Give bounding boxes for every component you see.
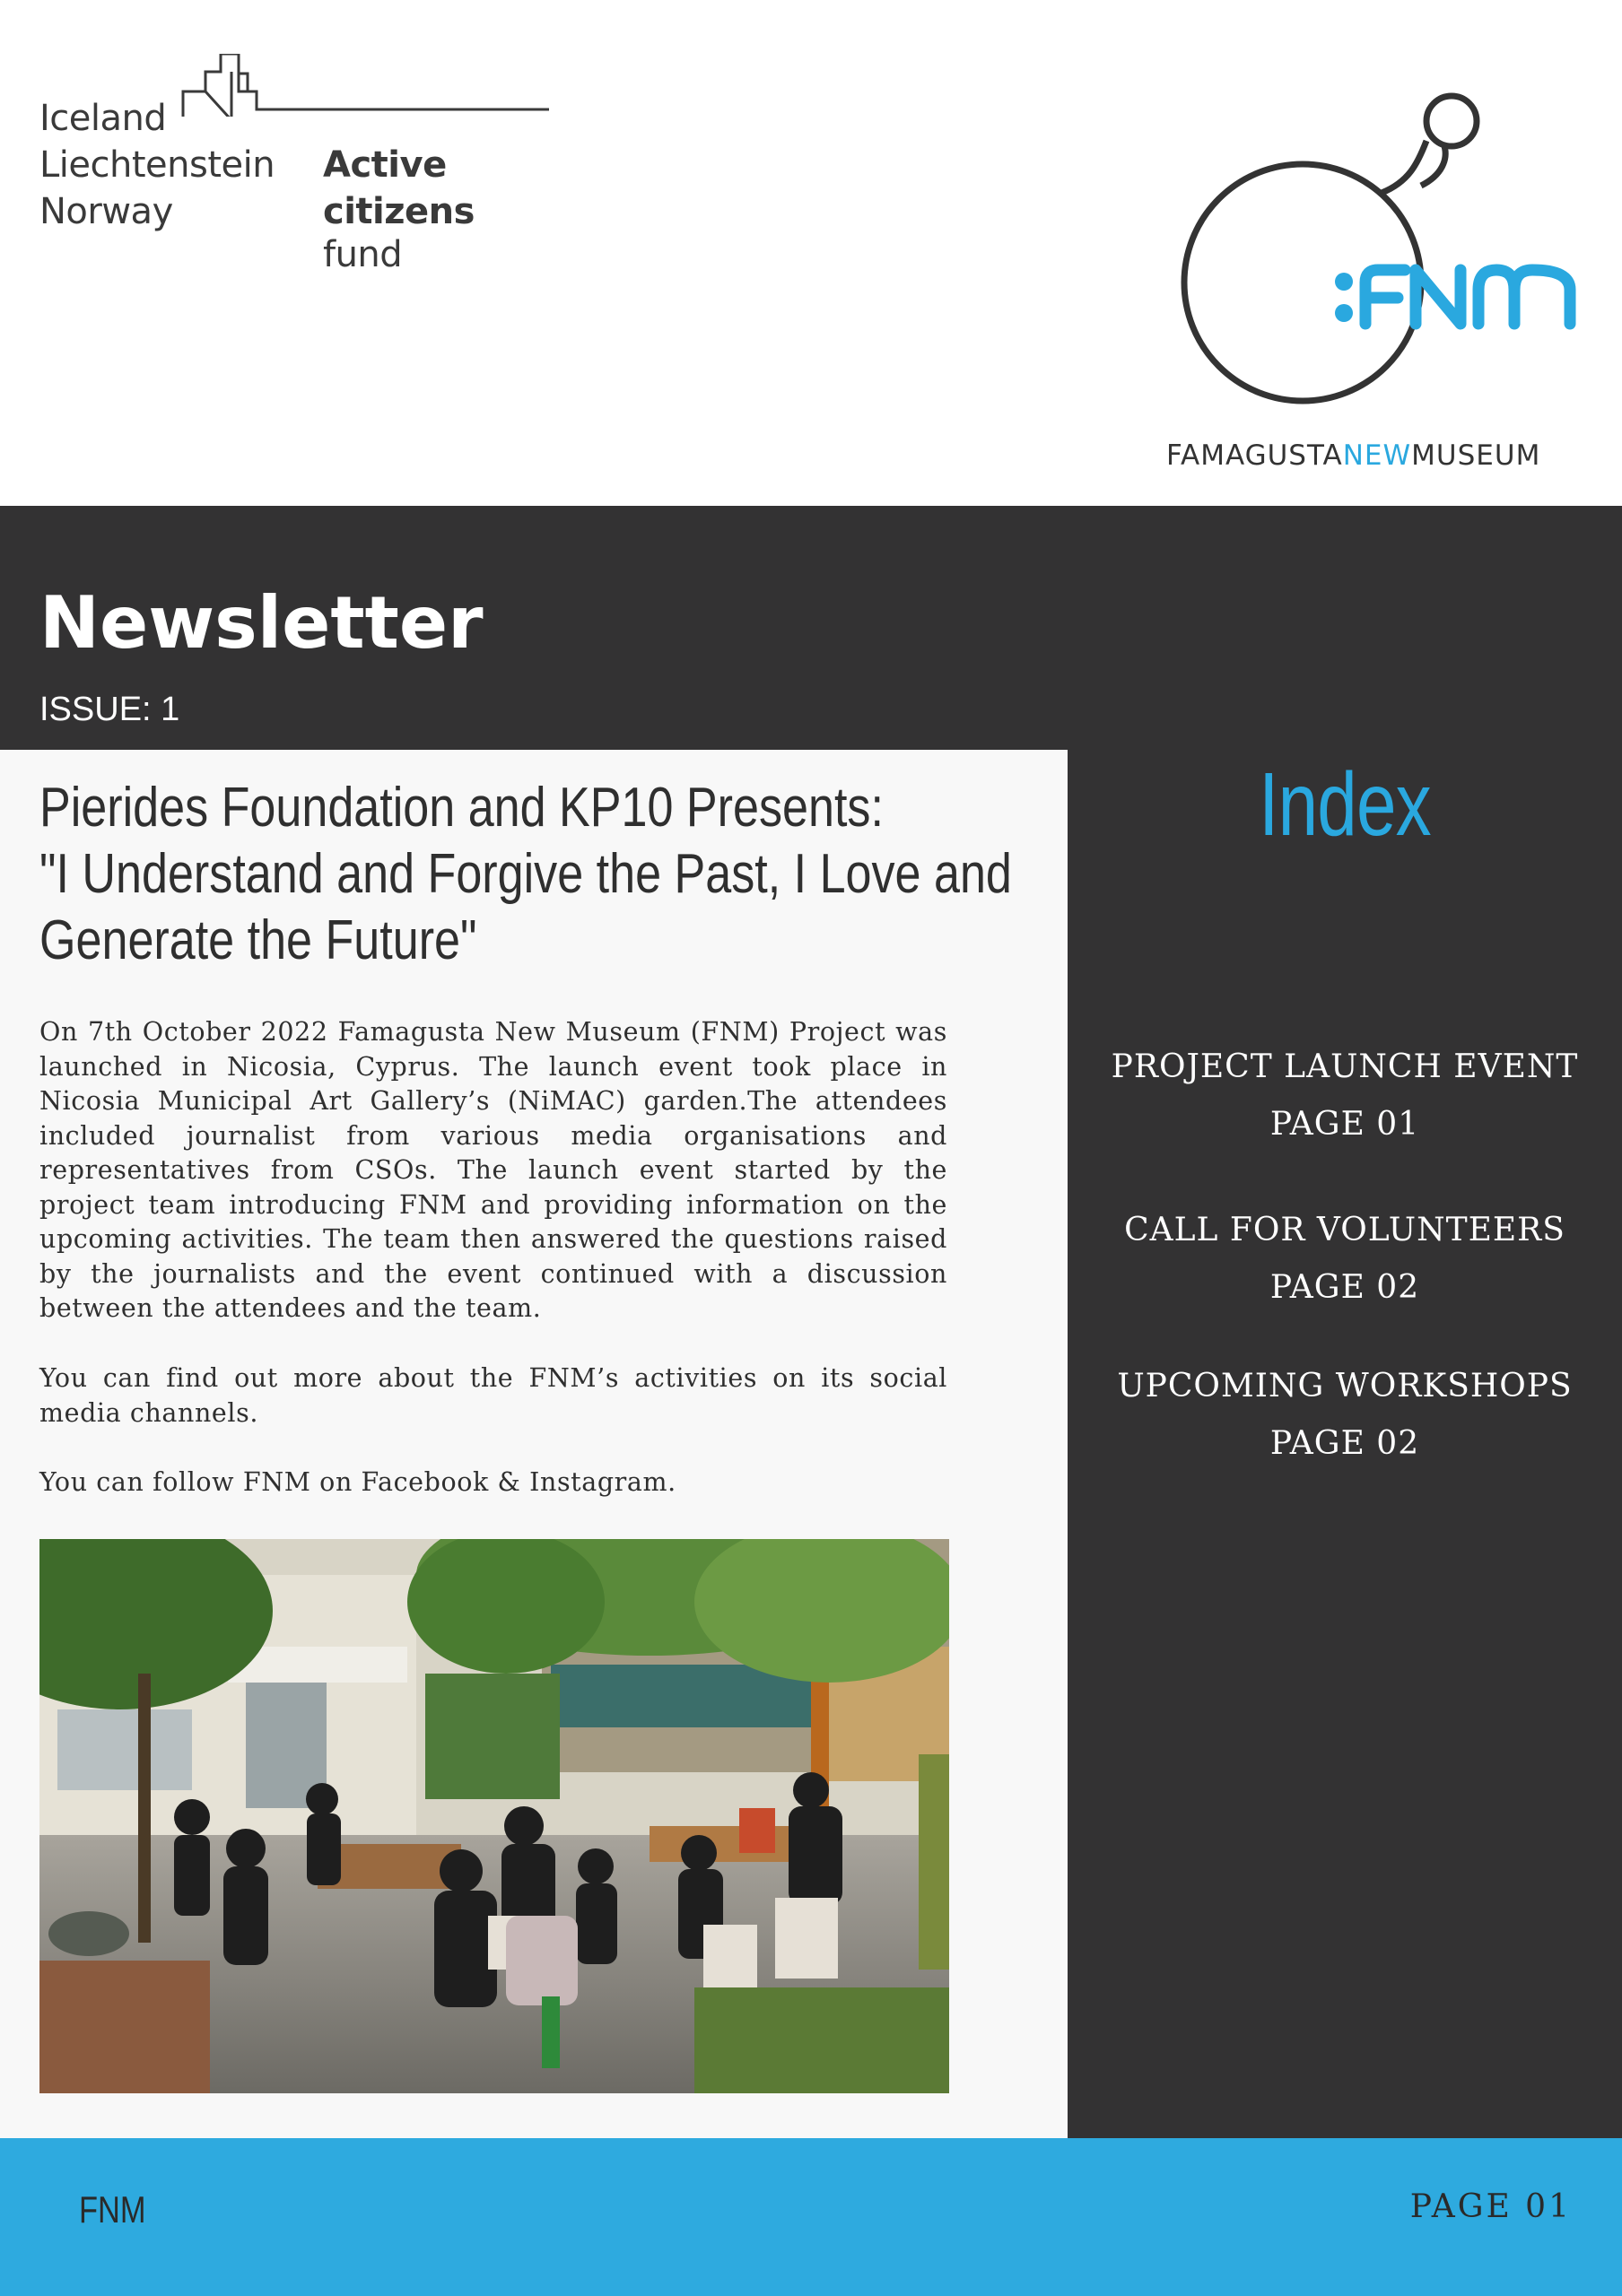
country-iceland: Iceland [39,98,167,139]
page-header [0,0,1622,506]
index-title: Index [1259,754,1431,855]
newsletter-title: Newsletter [39,581,484,665]
index-item-page: PAGE 02 [1269,1425,1420,1462]
page-footer [0,2138,1622,2296]
footer-brand: FNM [79,2188,146,2231]
article-paragraph: You can follow FNM on Facebook & Instagram. [39,1467,676,1497]
fnm-circle-mark-icon [1157,85,1588,435]
article-title-line: "I Understand and Forgive the Past, I Love and [39,843,1012,905]
issue-label: ISSUE: 1 [39,691,180,728]
fund-line-2: citizens fund [323,191,475,275]
article-panel [0,750,1068,2138]
index-item-label: PROJECT LAUNCH EVENT [1111,1048,1579,1085]
fund-line-1: Active [323,144,447,186]
country-liechtenstein: Liechtenstein [39,144,275,186]
article-title [39,775,1012,974]
article-title-line: Pierides Foundation and KP10 Presents: [39,777,884,839]
event-photo [39,1539,949,2093]
active-citizens-fund-logo [39,54,560,275]
fnm-logo [1157,85,1588,480]
index-item-project-launch-event[interactable] [1068,1039,1622,1153]
index-item-label: CALL FOR VOLUNTEERS [1124,1212,1565,1248]
country-norway: Norway [39,191,173,232]
index-item-label: UPCOMING WORKSHOPS [1117,1368,1573,1405]
index-item-page: PAGE 02 [1269,1269,1420,1306]
index-item-call-for-volunteers[interactable] [1068,1202,1622,1317]
garden-gathering-image [39,1539,949,2093]
index-item-upcoming-workshops[interactable] [1068,1358,1622,1473]
article-title-line: Generate the Future" [39,909,477,971]
article-paragraph: You can find out more about the FNM’s activities on its social media channels. [39,1363,947,1428]
index-item-page: PAGE 01 [1269,1106,1420,1143]
fnm-wordmark: FAMAGUSTANEWMUSEUM [1166,439,1541,472]
footer-page-number: PAGE 01 [1409,2188,1572,2225]
article-paragraph: On 7th October 2022 Famagusta New Museum (FNM) Project was launched in Nicosia, Cyprus. The launch event took place in Nicosia Municipal Art Gallery’s (NiMAC) garden.The attendees included journalist from various media organisations and representatives from CSOs. The launch event started by the project team introducing FNM and providing information on the upcoming activities. The team then answered the questions raised by the journalists and the event continued with a discussion between the attendees and the team. [39,1017,947,1323]
